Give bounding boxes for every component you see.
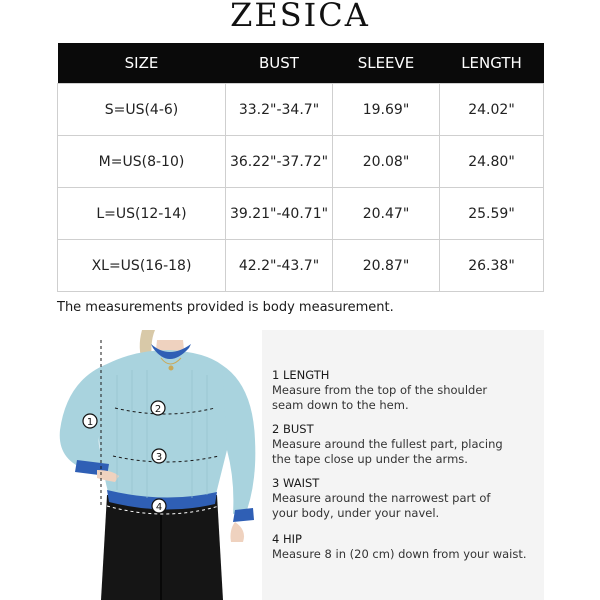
- length-cell: 24.80": [440, 136, 544, 188]
- guide-title: 2 BUST: [272, 422, 314, 436]
- marker-3: 3: [155, 452, 163, 463]
- length-cell: 24.02": [440, 84, 544, 136]
- bust-cell: 39.21"-40.71": [226, 188, 333, 240]
- marker-2: 2: [154, 404, 162, 415]
- marker-1: 1: [86, 417, 94, 428]
- sleeve-cell: 20.47": [333, 188, 440, 240]
- measurement-note: The measurements provided is body measurement.: [57, 300, 394, 315]
- header-length: LENGTH: [440, 43, 544, 84]
- right-cuff-trim: [233, 508, 254, 522]
- size-cell: XL=US(16-18): [58, 240, 226, 292]
- guide-item-hip: [272, 532, 540, 562]
- table-header-row: [58, 43, 544, 84]
- length-cell: 25.59": [440, 188, 544, 240]
- bust-cell: 36.22"-37.72": [226, 136, 333, 188]
- guide-title: 1 LENGTH: [272, 368, 330, 382]
- sleeve-cell: 20.87": [333, 240, 440, 292]
- guide-item-length: [272, 368, 540, 413]
- guide-desc-line: Measure from the top of the shoulder: [272, 383, 488, 397]
- table-row: [58, 136, 544, 188]
- guide-desc-line: Measure 8 in (20 cm) down from your waist.: [272, 547, 527, 561]
- bust-cell: 33.2"-34.7": [226, 84, 333, 136]
- guide-desc-line: Measure around the fullest part, placing: [272, 437, 503, 451]
- size-chart-table: [57, 43, 544, 292]
- length-cell: 26.38": [440, 240, 544, 292]
- header-size: SIZE: [58, 43, 226, 84]
- guide-title: 3 WAIST: [272, 476, 320, 490]
- guide-item-waist: [272, 476, 540, 521]
- guide-desc-line: Measure around the narrowest part of: [272, 491, 491, 505]
- table-row: [58, 84, 544, 136]
- size-cell: L=US(12-14): [58, 188, 226, 240]
- sleeve-cell: 20.08": [333, 136, 440, 188]
- guide-title: 4 HIP: [272, 532, 302, 546]
- size-cell: M=US(8-10): [58, 136, 226, 188]
- table-row: [58, 240, 544, 292]
- measurement-guide-panel: [262, 330, 544, 600]
- size-cell: S=US(4-6): [58, 84, 226, 136]
- marker-4: 4: [155, 502, 163, 513]
- bust-cell: 42.2"-43.7": [226, 240, 333, 292]
- header-sleeve: SLEEVE: [333, 43, 440, 84]
- header-bust: BUST: [226, 43, 333, 84]
- table-row: [58, 188, 544, 240]
- guide-desc-line: your body, under your navel.: [272, 506, 440, 520]
- guide-item-bust: [272, 422, 540, 467]
- guide-desc-line: the tape close up under the arms.: [272, 452, 468, 466]
- brand-logo: ZESICA: [230, 0, 370, 34]
- model-photo: [57, 330, 257, 600]
- sleeve-cell: 19.69": [333, 84, 440, 136]
- guide-desc-line: seam down to the hem.: [272, 398, 409, 412]
